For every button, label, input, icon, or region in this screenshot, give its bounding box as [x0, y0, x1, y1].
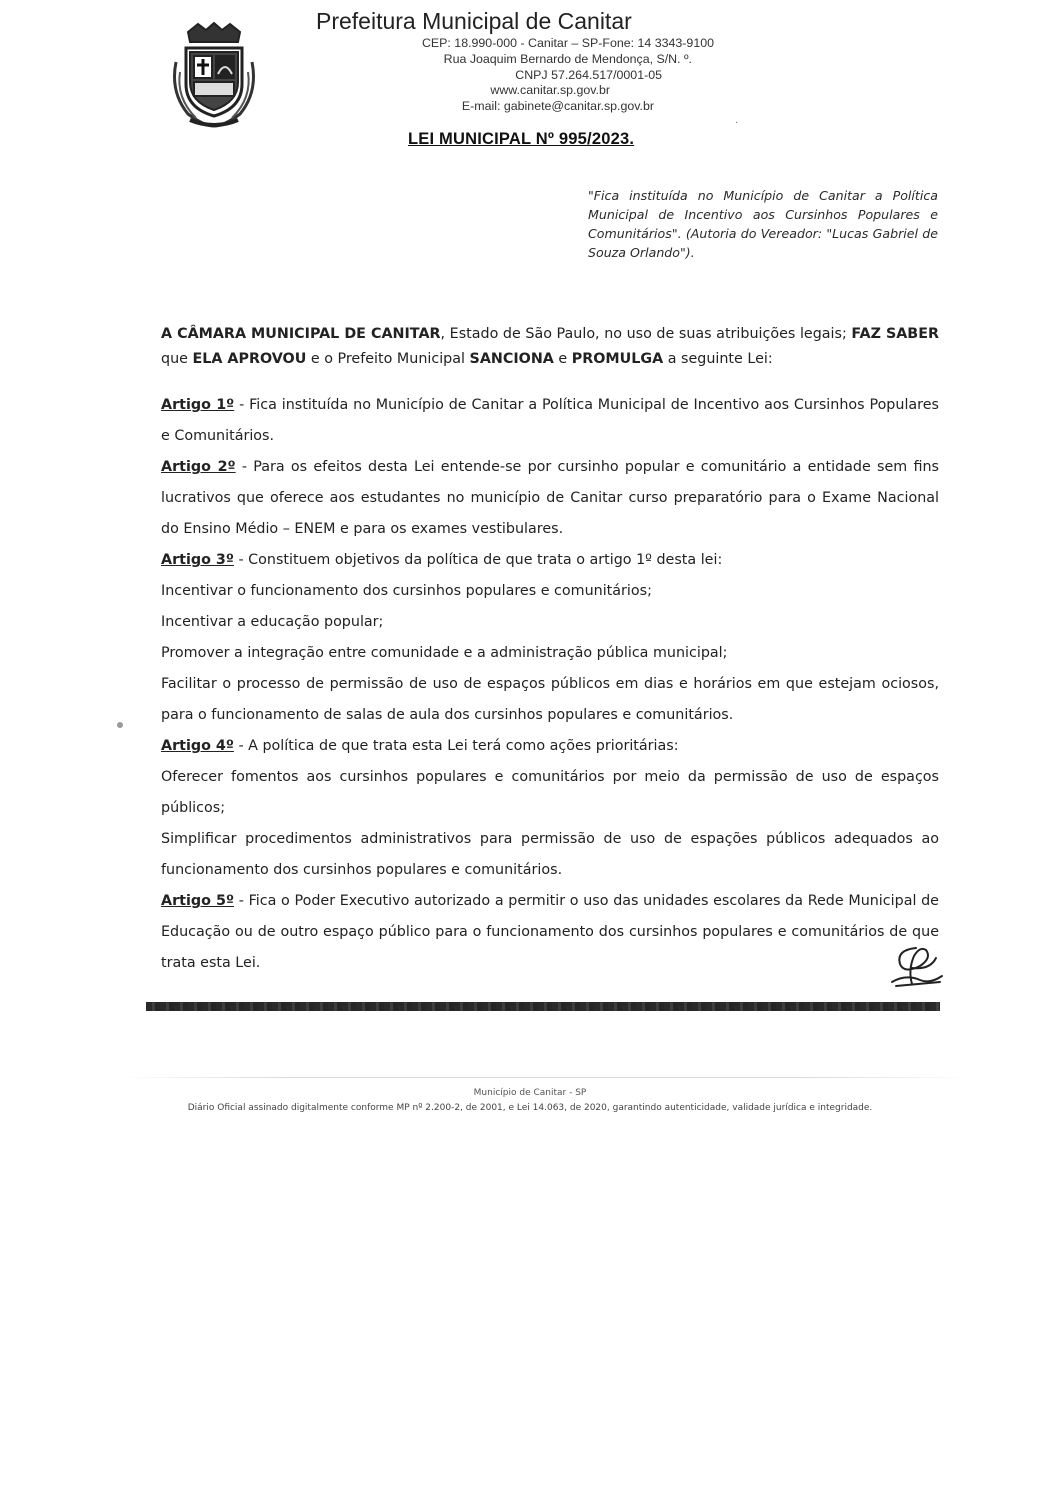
intro-text-5: a seguinte Lei:: [663, 351, 773, 367]
intro-faz-saber: FAZ SABER: [851, 326, 939, 342]
article-text: - Constituem objetivos da política de que trata o artigo 1º desta lei:: [233, 552, 723, 568]
item-text: Incentivar a educação popular;: [161, 614, 384, 630]
article-label: Artigo 1º: [161, 397, 235, 413]
article-5: [161, 886, 939, 979]
article-label: Artigo 5º: [161, 893, 235, 909]
article-4-item-2: [161, 824, 939, 886]
contact-address: Rua Joaquim Bernardo de Mendonça, S/N. º.: [443, 51, 692, 66]
intro-chamber: A CÂMARA MUNICIPAL DE CANITAR: [161, 326, 441, 342]
article-1: [161, 390, 939, 452]
intro-text-1: , Estado de São Paulo, no uso de suas atribuições legais;: [440, 326, 852, 342]
scan-speck: [117, 722, 123, 728]
article-4: [161, 731, 939, 762]
article-2: [161, 452, 939, 545]
contact-cnpj: CNPJ 57.264.517/0001-05: [515, 67, 662, 82]
institution-name: Prefeitura Municipal de Canitar: [316, 8, 632, 34]
signature-rubric: [886, 944, 948, 988]
article-text: - Para os efeitos desta Lei entende-se por cursinho popular e comunitário a entidade sem fins lucrativos que oferece aos estudantes no município de Canitar curso preparatório para o Exame Nacional do Ensino Médio – ENEM e para os exames vestibulares.: [161, 459, 939, 537]
intro-text-3: e o Prefeito Municipal: [306, 351, 470, 367]
footer-municipality: Município de Canitar - SP: [473, 1088, 587, 1098]
article-3-item-4: [161, 669, 939, 731]
contact-website: www.canitar.sp.gov.br: [490, 83, 610, 98]
intro-text-2: que: [161, 351, 193, 367]
item-text: Incentivar o funcionamento dos cursinhos populares e comunitários;: [161, 583, 652, 599]
footer-divider: [120, 1077, 970, 1078]
article-3-item-2: [161, 607, 939, 638]
item-text: Oferecer fomentos aos cursinhos populares e comunitários por meio da permissão de uso de espaços públicos;: [161, 769, 939, 816]
institution-contact: [356, 36, 722, 115]
contact-email: E-mail: gabinete@canitar.sp.gov.br: [461, 99, 654, 114]
article-3-item-3: [161, 638, 939, 669]
contact-cep-phone: CEP: 18.990-000 - Canitar – SP-Fone: 14 3343-9100: [421, 36, 714, 50]
intro-promulga: PROMULGA: [571, 351, 664, 367]
article-3-item-1: [161, 576, 939, 607]
law-title: LEI MUNICIPAL Nº 995/2023.: [408, 130, 635, 148]
article-label: Artigo 3º: [161, 552, 234, 568]
intro-aprovou: ELA APROVOU: [192, 351, 307, 367]
article-text: - Fica instituída no Município de Canitar a Política Municipal de Incentivo aos Cursinhos Populares e Comunitários.: [161, 397, 939, 444]
article-text: - A política de que trata esta Lei terá como ações prioritárias:: [233, 738, 679, 754]
article-4-item-1: [161, 762, 939, 824]
article-label: Artigo 2º: [161, 459, 236, 475]
municipal-crest-logo: [168, 22, 260, 130]
intro-sanciona: SANCIONA: [469, 351, 554, 367]
article-label: Artigo 4º: [161, 738, 234, 754]
intro-text-4: e: [553, 351, 572, 367]
law-body: [161, 322, 939, 979]
law-ementa: "Fica instituída no Município de Canitar a Política Municipal de Incentivo aos Cursinhos Populares e Comunitários". (Autoria do Vereador: "Lucas Gabriel de Souza Orlando").: [588, 188, 938, 260]
article-3: [161, 545, 939, 576]
enactment-clause: [161, 322, 939, 372]
item-text: Facilitar o processo de permissão de uso de espaços públicos em dias e horários em que estejam ociosos, para o funcionamento de salas de aula dos cursinhos populares e comunitários.: [161, 676, 939, 723]
footer-digital-signature-note: Diário Oficial assinado digitalmente conforme MP nº 2.200-2, de 2001, e Lei 14.063, de 2020, garantindo autenticidade, validade jurídica e integridade.: [187, 1103, 873, 1113]
article-text: - Fica o Poder Executivo autorizado a permitir o uso das unidades escolares da Rede Municipal de Educação ou de outro espaço público para o funcionamento dos cursinhos populares e comunitários de que trata esta Lei.: [161, 893, 939, 971]
section-divider-bar: [146, 1002, 940, 1011]
item-text: Promover a integração entre comunidade e a administração pública municipal;: [161, 645, 728, 661]
item-text: Simplificar procedimentos administrativos para permissão de uso de espações públicos adequados ao funcionamento dos cursinhos populares e comunitários.: [161, 831, 939, 878]
scan-speck: ·: [735, 118, 739, 129]
